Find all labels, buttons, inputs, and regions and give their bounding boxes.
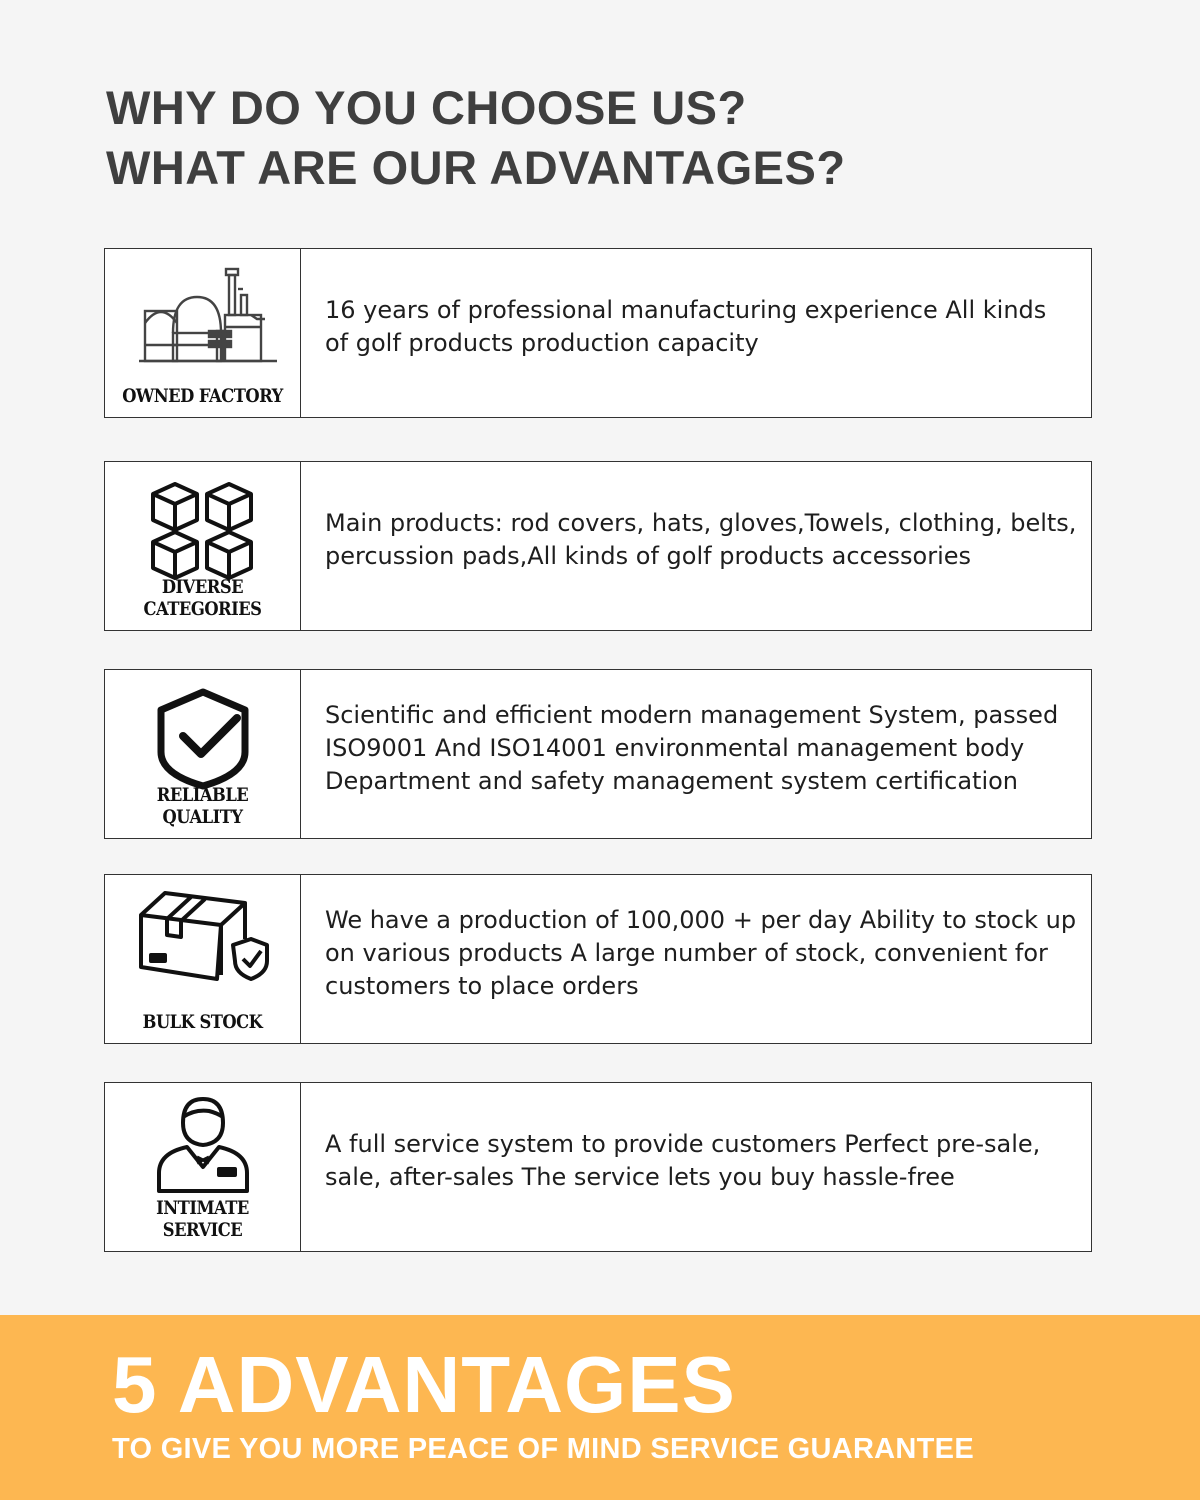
advantage-description: A full service system to provide customers Perfect pre-sale, sale, after-sales The service lets you buy hassle-free — [325, 1130, 1041, 1191]
advantage-label: INTIMATE SERVICE — [156, 1197, 249, 1241]
advantage-description: Scientific and efficient modern management System, passed ISO9001 And ISO14001 environmental management body Department and safety management system certification — [325, 700, 1059, 795]
advantage-description: We have a production of 100,000 + per day Ability to stock up on various products A large number of stock, convenient for customers to place orders — [325, 905, 1077, 1000]
advantage-card-reliable-quality — [104, 669, 1092, 839]
heading-line-2: WHAT ARE OUR ADVANTAGES? — [106, 141, 846, 194]
advantage-description: 16 years of professional manufacturing experience All kinds of golf products production capacity — [325, 296, 1047, 357]
advantage-card-diverse-categories — [104, 461, 1092, 631]
advantage-icon-cell — [105, 670, 301, 838]
advantage-label: RELIABLE QUALITY — [156, 784, 249, 828]
banner-title: 5 ADVANTAGES — [112, 1340, 736, 1429]
advantage-label: OWNED FACTORY — [122, 385, 283, 407]
advantage-card-bulk-stock — [104, 874, 1092, 1044]
advantage-icon-cell — [105, 249, 301, 417]
advantage-card-owned-factory — [104, 248, 1092, 418]
advantage-label: DIVERSE CATEGORIES — [143, 576, 262, 620]
advantage-description: Main products: rod covers, hats, gloves,Towels, clothing, belts, percussion pads,All kinds of golf products accessories — [325, 509, 1077, 570]
advantage-label: BULK STOCK — [142, 1011, 263, 1033]
heading-line-1: WHY DO YOU CHOOSE US? — [106, 81, 747, 134]
advantages-banner — [0, 1315, 1200, 1500]
advantage-card-intimate-service — [104, 1082, 1092, 1252]
advantage-icon-cell — [105, 875, 301, 1043]
advantage-icon-cell — [105, 1083, 301, 1251]
banner-subtitle: TO GIVE YOU MORE PEACE OF MIND SERVICE GUARANTEE — [112, 1433, 974, 1465]
page-heading — [106, 78, 846, 198]
advantage-icon-cell — [105, 462, 301, 630]
